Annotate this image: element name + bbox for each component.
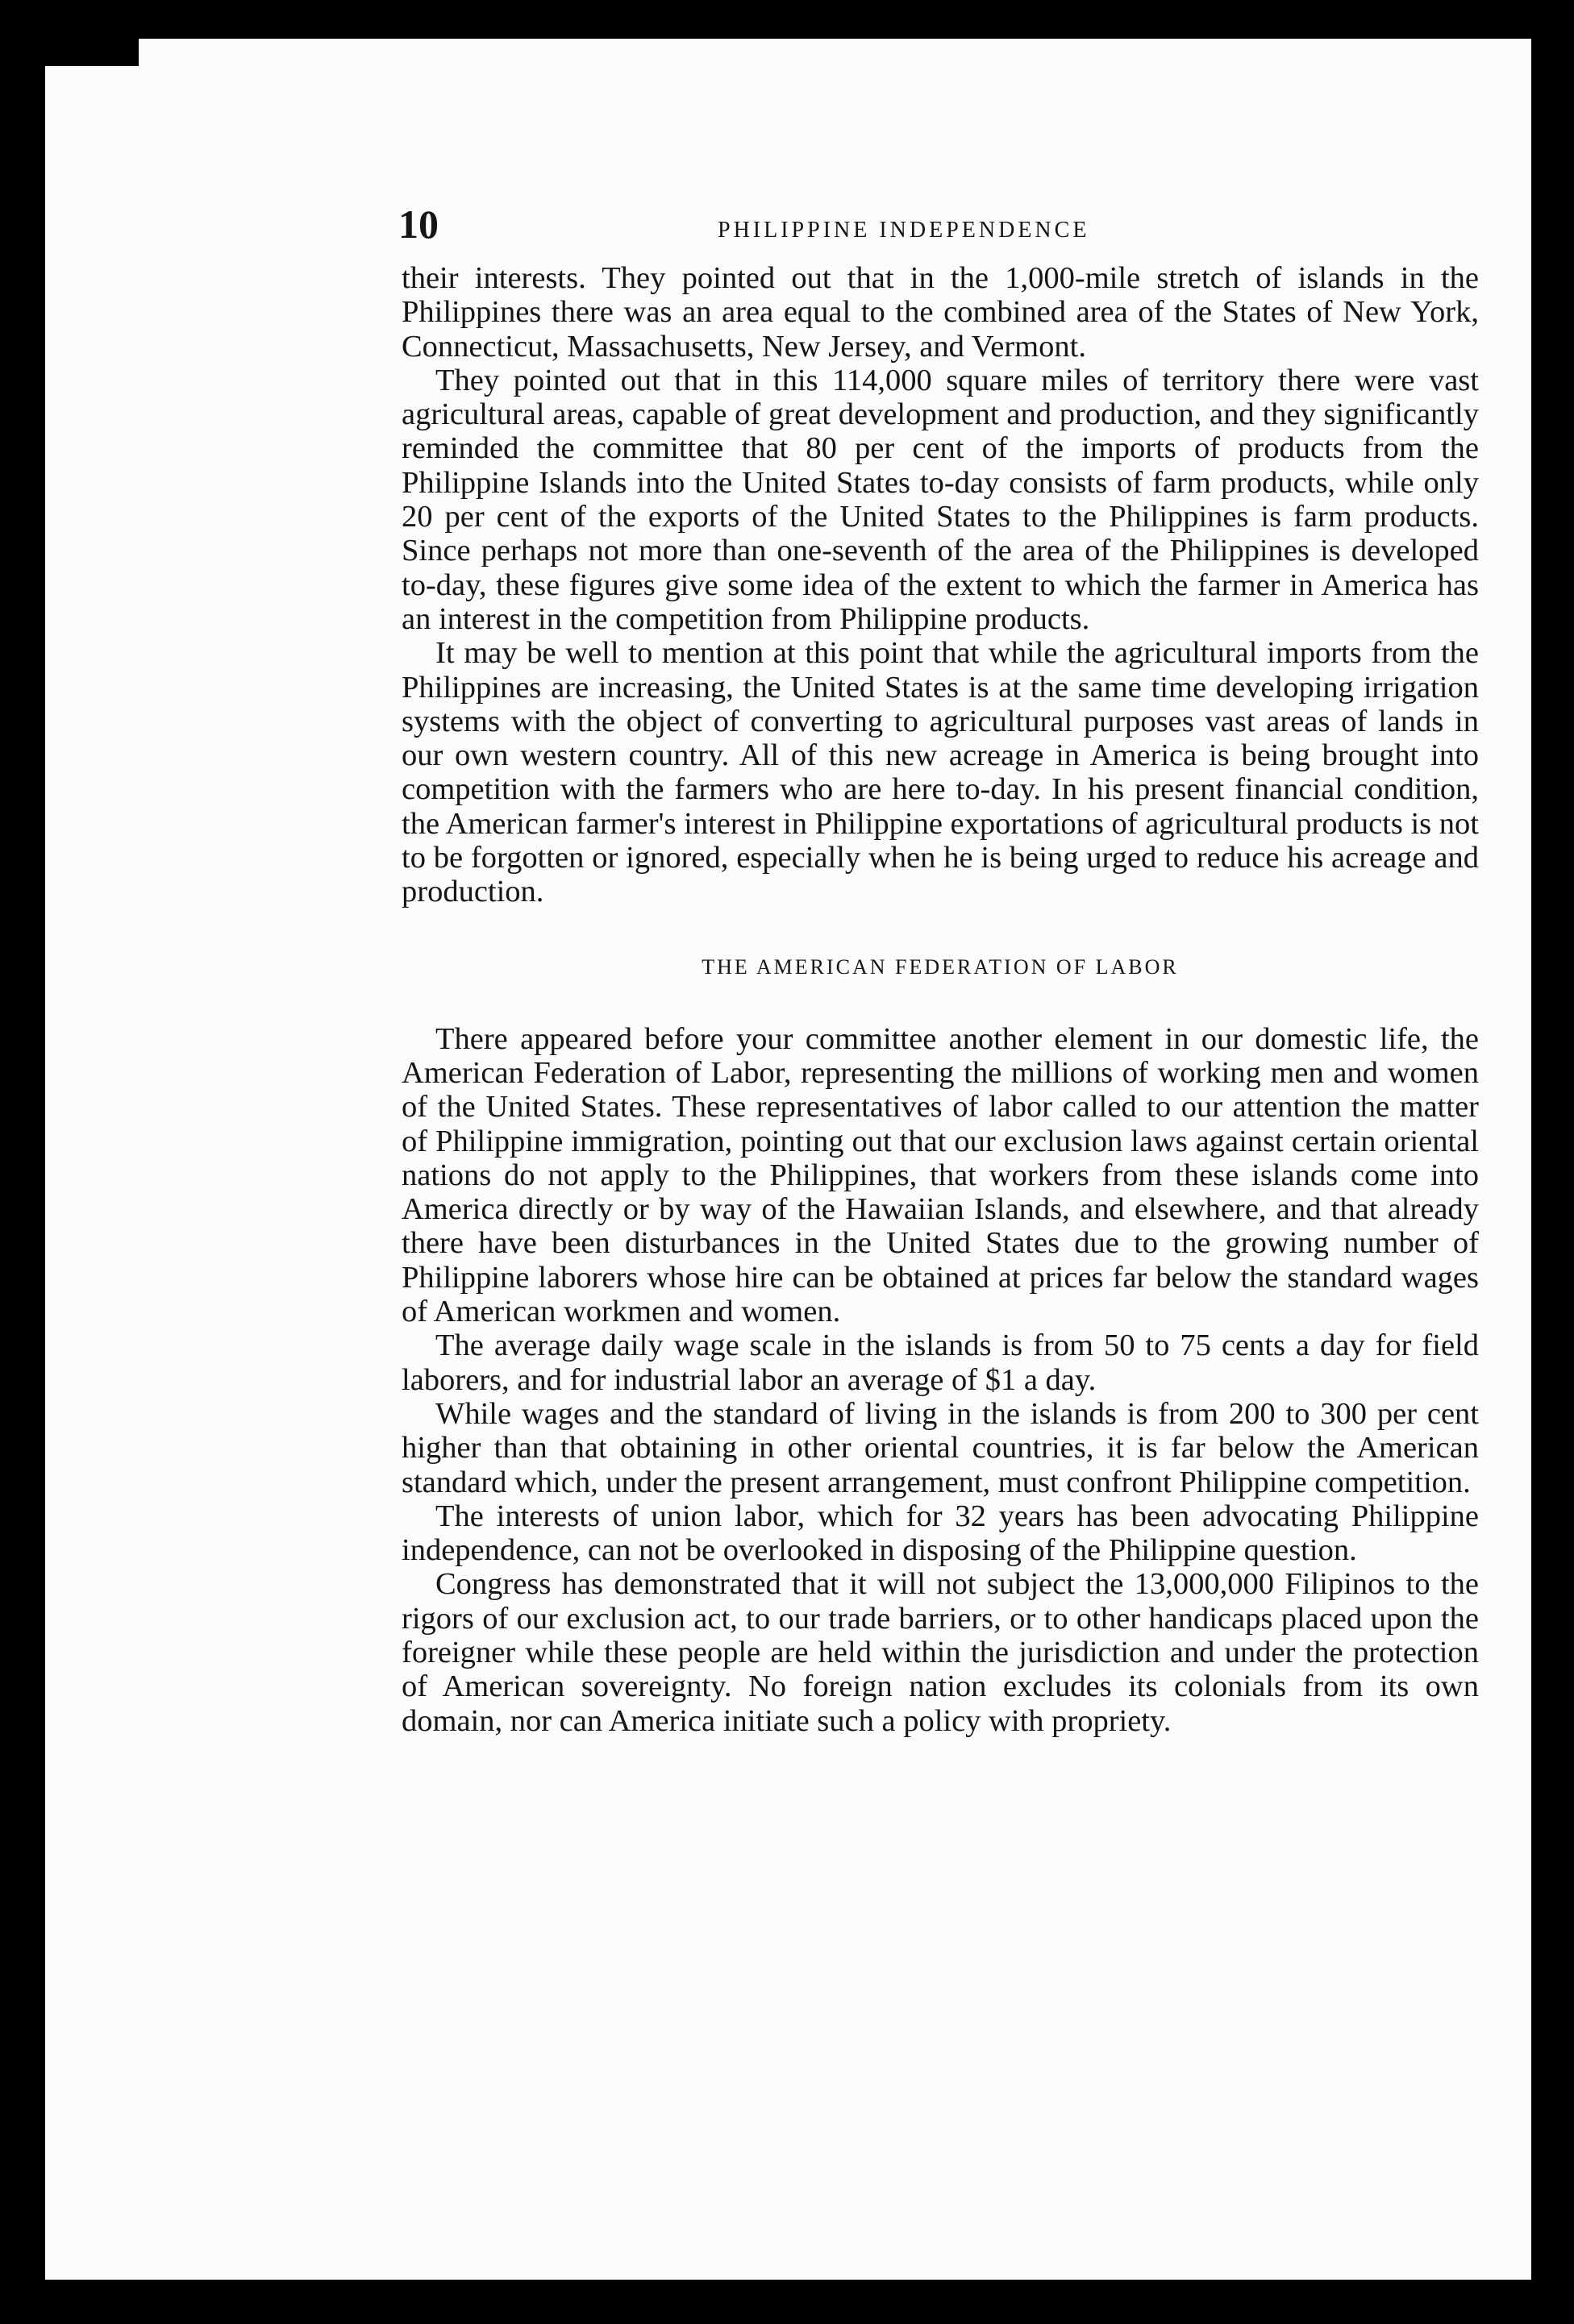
paragraph: They pointed out that in this 114,000 square miles of territory there were vast agricultural areas, capable of great development and production, and they significantly reminded the committee that 80 per cent of the imports of products from the Philippine Islands into the United States to-day consists of farm products, while only 20 per cent of the exports of the United States to the Philippines is farm products. Since perhaps not more than one-seventh of the area of the Philippines is developed to-day, these figures give some idea of the extent to which the farmer in America has an interest in the competition from Philippine products. [402,363,1479,636]
running-title: PHILIPPINE INDEPENDENCE [718,218,1090,243]
scanned-page [45,39,1531,2280]
page-number: 10 [398,202,439,247]
page-corner-shadow [45,39,139,66]
paragraph: There appeared before your committee another element in our domestic life, the American Federation of Labor, representing the millions of working men and women of the United States. These representatives of labor called to our attention the matter of Philippine immigration, pointing out that our exclusion laws against certain oriental nations do not apply to the Philippines, that workers from these islands come into America directly or by way of the Hawaiian Islands, and elsewhere, and that already there have been disturbances in the United States due to the growing number of Philippine laborers whose hire can be obtained at prices far below the standard wages of American workmen and women. [402,1021,1479,1329]
paragraph: The interests of union labor, which for 32 years has been advocating Philippine independence, can not be overlooked in disposing of the Philippine question. [402,1499,1479,1568]
paragraph: their interests. They pointed out that in the 1,000-mile stretch of islands in the Philippines there was an area equal to the combined area of the States of New York, Connecticut, Massachusetts, New Jersey, and Vermont. [402,261,1479,364]
running-head [356,200,1482,261]
page-content [356,200,1482,1738]
section-heading: THE AMERICAN FEDERATION OF LABOR [702,954,1179,979]
paragraph: Congress has demonstrated that it will not subject the 13,000,000 Filipinos to the rigors of our exclusion act, to our trade barriers, or to other handicaps placed upon the foreigner while these people are held within the jurisdiction and under the protection of American sovereignty. No foreign nation excludes its colonials from its own domain, nor can America initiate such a policy with propriety. [402,1567,1479,1738]
paragraph: While wages and the standard of living in the islands is from 200 to 300 per cent higher than that obtaining in other oriental countries, it is far below the American standard which, under the present arrangement, must confront Philippine competition. [402,1396,1479,1499]
paragraph: It may be well to mention at this point that while the agricultural imports from the Philippines are increasing, the United States is at the same time developing irrigation systems with the object of converting to agricultural purposes vast areas of lands in our own western country. All of this new acreage in America is being brought into competition with the farmers who are here to-day. In his present financial condition, the American farmer's interest in Philippine exportations of agricultural products is not to be forgotten or ignored, especially when he is being urged to reduce his acreage and production. [402,636,1479,909]
paragraph: The average daily wage scale in the islands is from 50 to 75 cents a day for field laborers, and for industrial labor an average of $1 a day. [402,1328,1479,1397]
